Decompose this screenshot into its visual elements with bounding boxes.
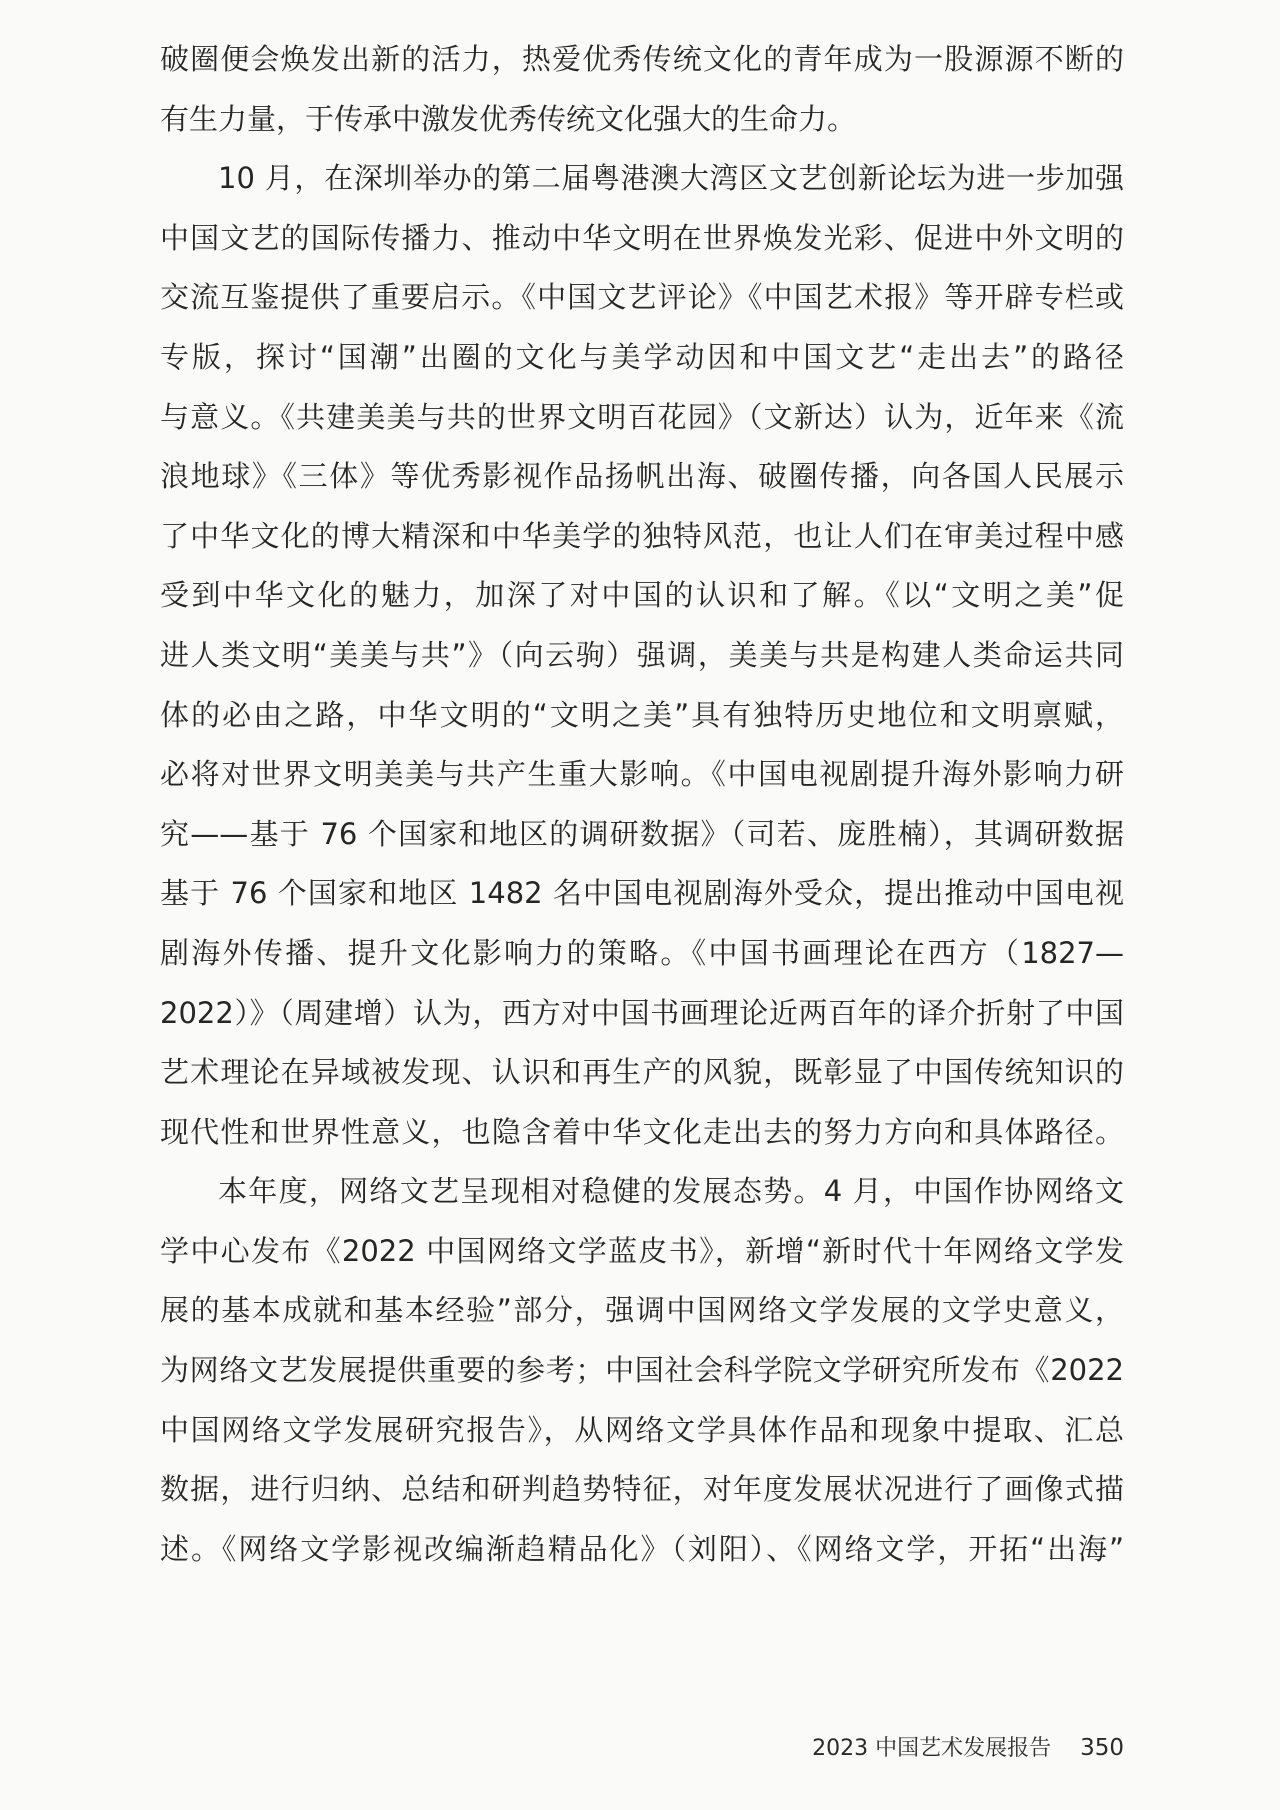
text-line: 中国网络文学发展研究报告》，从网络文学具体作品和现象中提取、汇总 — [160, 1412, 1124, 1447]
text-line: 基于 76 个国家和地区 1482 名中国电视剧海外受众，提出推动中国电视 — [160, 876, 1124, 911]
text-line: 破圈便会焕发出新的活力，热爱优秀传统文化的青年成为一股源源不断的 — [160, 42, 1124, 76]
text-line: 本年度，网络文艺呈现相对稳健的发展态势。4 月，中国作协网络文 — [218, 1174, 1124, 1209]
text-line: 专版，探讨“国潮”出圈的文化与美学动因和中国文艺“走出去”的路径 — [160, 339, 1124, 374]
text-line: 剧海外传播、提升文化影响力的策略。《中国书画理论在西方（1827— — [160, 935, 1124, 970]
paragraph-network-literature — [160, 1162, 1124, 1579]
text-line: 现代性和世界性意义，也隐含着中华文化走出去的努力方向和具体路径。 — [160, 1114, 1124, 1149]
text-line: 受到中华文化的魅力，加深了对中国的认识和了解。《以“文明之美”促 — [160, 578, 1124, 613]
text-line: 展的基本成就和基本经验”部分，强调中国网络文学发展的文学史意义， — [160, 1293, 1124, 1328]
text-line: 数据，进行归纳、总结和研判趋势特征，对年度发展状况进行了画像式描 — [160, 1472, 1124, 1507]
paragraph-continued — [160, 30, 1124, 149]
text-line: 艺术理论在异域被发现、认识和再生产的风貌，既彰显了中国传统知识的 — [160, 1055, 1124, 1090]
text-line: 有生力量，于传承中激发优秀传统文化强大的生命力。 — [160, 101, 857, 136]
text-line: 了中华文化的博大精深和中华美学的独特风范，也让人们在审美过程中感 — [160, 518, 1124, 553]
text-line: 2022）》（周建增）认为，西方对中国书画理论近两百年的译介折射了中国 — [160, 995, 1124, 1030]
text-line: 中国文艺的国际传播力、推动中华文明在世界焕发光彩、促进中外文明的 — [160, 220, 1124, 255]
text-line: 进人类文明“美美与共”》（向云驹）强调，美美与共是构建人类命运共同 — [160, 637, 1124, 672]
text-line: 究——基于 76 个国家和地区的调研数据》（司若、庞胜楠），其调研数据 — [160, 816, 1124, 851]
text-line: 体的必由之路，中华文明的“文明之美”具有独特历史地位和文明禀赋， — [160, 697, 1124, 732]
paragraph-international-communication — [160, 149, 1124, 1162]
text-line: 与意义。《共建美美与共的世界文明百花园》（文新达）认为，近年来《流 — [160, 399, 1124, 434]
text-line: 为网络文艺发展提供重要的参考；中国社会科学院文学研究所发布《2022 — [160, 1353, 1124, 1388]
page-footer — [812, 1733, 1124, 1764]
body-text — [160, 30, 1124, 1579]
text-line: 学中心发布《2022 中国网络文学蓝皮书》，新增“新时代十年网络文学发 — [160, 1233, 1124, 1268]
text-line: 必将对世界文明美美与共产生重大影响。《中国电视剧提升海外影响力研 — [160, 757, 1124, 792]
text-line: 浪地球》《三体》等优秀影视作品扬帆出海、破圈传播，向各国人民展示 — [160, 459, 1124, 494]
text-line: 述。《网络文学影视改编渐趋精品化》（刘阳）、《网络文学，开拓“出海” — [160, 1531, 1124, 1566]
text-line: 10 月，在深圳举办的第二届粤港澳大湾区文艺创新论坛为进一步加强 — [218, 161, 1124, 196]
running-title: 2023 中国艺术发展报告 — [812, 1736, 1052, 1761]
page-number: 350 — [1080, 1735, 1124, 1761]
text-line: 交流互鉴提供了重要启示。《中国文艺评论》《中国艺术报》等开辟专栏或 — [160, 280, 1124, 315]
